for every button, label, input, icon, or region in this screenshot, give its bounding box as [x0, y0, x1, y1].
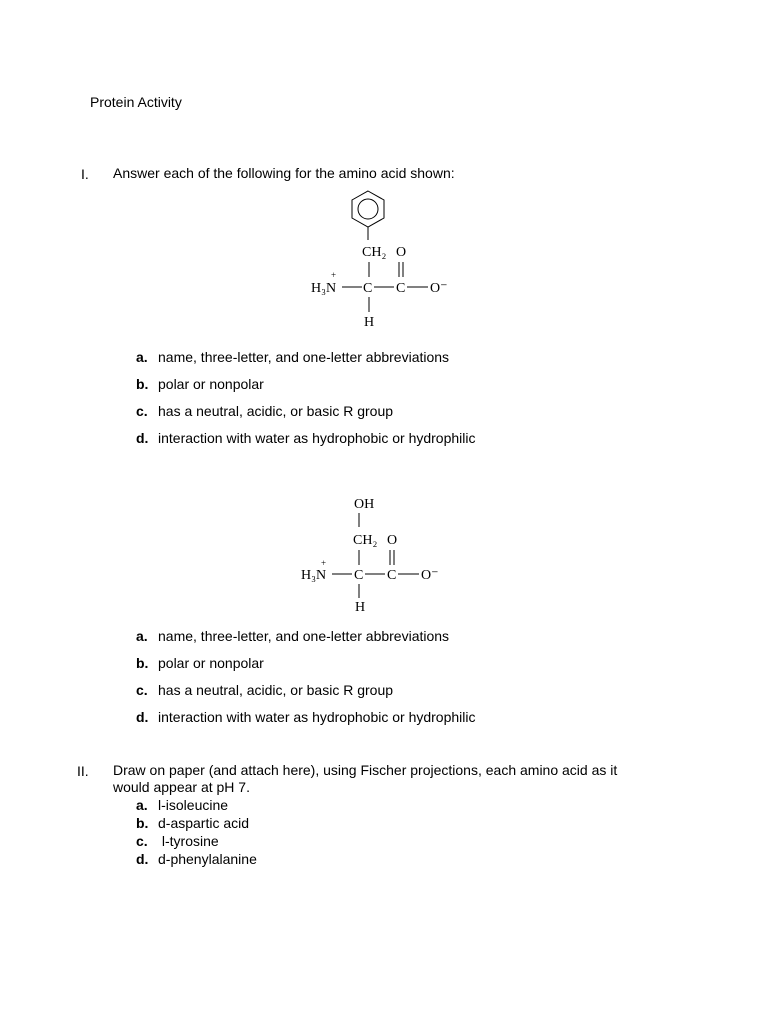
item-letter: d.: [136, 851, 149, 867]
section-1-prompt: Answer each of the following for the amino acid shown:: [113, 165, 455, 181]
section-1-numeral: I.: [81, 166, 89, 182]
item-letter: a.: [136, 628, 148, 644]
question-list-1: [136, 349, 476, 457]
sidechain-label: CH₂: [353, 533, 378, 548]
item-text: d-phenylalanine: [158, 851, 257, 867]
item-text: l-tyrosine: [158, 833, 219, 849]
carboxylate-oxygen-label: O⁻: [421, 568, 439, 583]
list-item: [136, 430, 476, 457]
list-item: [136, 349, 476, 376]
item-letter: d.: [136, 430, 149, 446]
list-item: [136, 851, 257, 869]
list-item: [136, 655, 476, 682]
list-item: [136, 376, 476, 403]
item-text: has a neutral, acidic, or basic R group: [158, 682, 394, 698]
alpha-carbon-label: C: [363, 281, 373, 296]
carbonyl-oxygen-label: O: [387, 533, 398, 548]
item-text: interaction with water as hydrophobic or hydrophilic: [158, 709, 476, 725]
alpha-carbon-label: C: [354, 568, 364, 583]
list-item: [136, 403, 476, 430]
carbonyl-oxygen-label: O: [396, 245, 407, 260]
item-text: name, three-letter, and one-letter abbreviations: [158, 349, 450, 365]
item-letter: b.: [136, 815, 149, 831]
hydroxyl-label: OH: [354, 497, 375, 512]
item-text: has a neutral, acidic, or basic R group: [158, 403, 394, 419]
item-text: d-aspartic acid: [158, 815, 250, 831]
aromatic-circle-icon: [358, 199, 378, 219]
alpha-hydrogen-label: H: [364, 315, 375, 330]
question-list-2: [136, 628, 476, 736]
amine-group-label: H₃N: [311, 281, 337, 296]
item-text: l-isoleucine: [158, 797, 229, 813]
alpha-hydrogen-label: H: [355, 600, 366, 615]
item-letter: d.: [136, 709, 149, 725]
charge-plus-label: +: [321, 558, 327, 568]
item-text: polar or nonpolar: [158, 655, 264, 671]
section-2-prompt-line-1: Draw on paper (and attach here), using Fischer projections, each amino acid as it: [113, 762, 618, 778]
carboxyl-carbon-label: C: [396, 281, 406, 296]
document-title: Protein Activity: [90, 94, 182, 110]
item-letter: c.: [136, 682, 148, 698]
carboxylate-oxygen-label: O⁻: [430, 281, 448, 296]
list-item: [136, 815, 257, 833]
amino-acid-structure-2: [290, 490, 460, 620]
charge-plus-label: +: [331, 270, 337, 280]
list-item: [136, 628, 476, 655]
item-letter: c.: [136, 403, 148, 419]
list-item: [136, 833, 257, 851]
sidechain-label: CH₂: [362, 245, 387, 260]
amine-group-label: H₃N: [301, 568, 327, 583]
item-letter: b.: [136, 376, 149, 392]
item-letter: c.: [136, 833, 148, 849]
benzene-ring-icon: [352, 191, 384, 227]
list-item: [136, 682, 476, 709]
section-2-prompt-line-2: would appear at pH 7.: [113, 779, 250, 795]
section-2-numeral: II.: [77, 763, 89, 779]
item-letter: a.: [136, 797, 148, 813]
item-letter: a.: [136, 349, 148, 365]
list-item: [136, 797, 257, 815]
item-text: polar or nonpolar: [158, 376, 264, 392]
item-letter: b.: [136, 655, 149, 671]
item-text: interaction with water as hydrophobic or hydrophilic: [158, 430, 476, 446]
list-item: [136, 709, 476, 736]
carboxyl-carbon-label: C: [387, 568, 397, 583]
item-text: name, three-letter, and one-letter abbreviations: [158, 628, 450, 644]
amino-acid-list: [136, 797, 257, 869]
amino-acid-structure-1: [300, 188, 470, 338]
